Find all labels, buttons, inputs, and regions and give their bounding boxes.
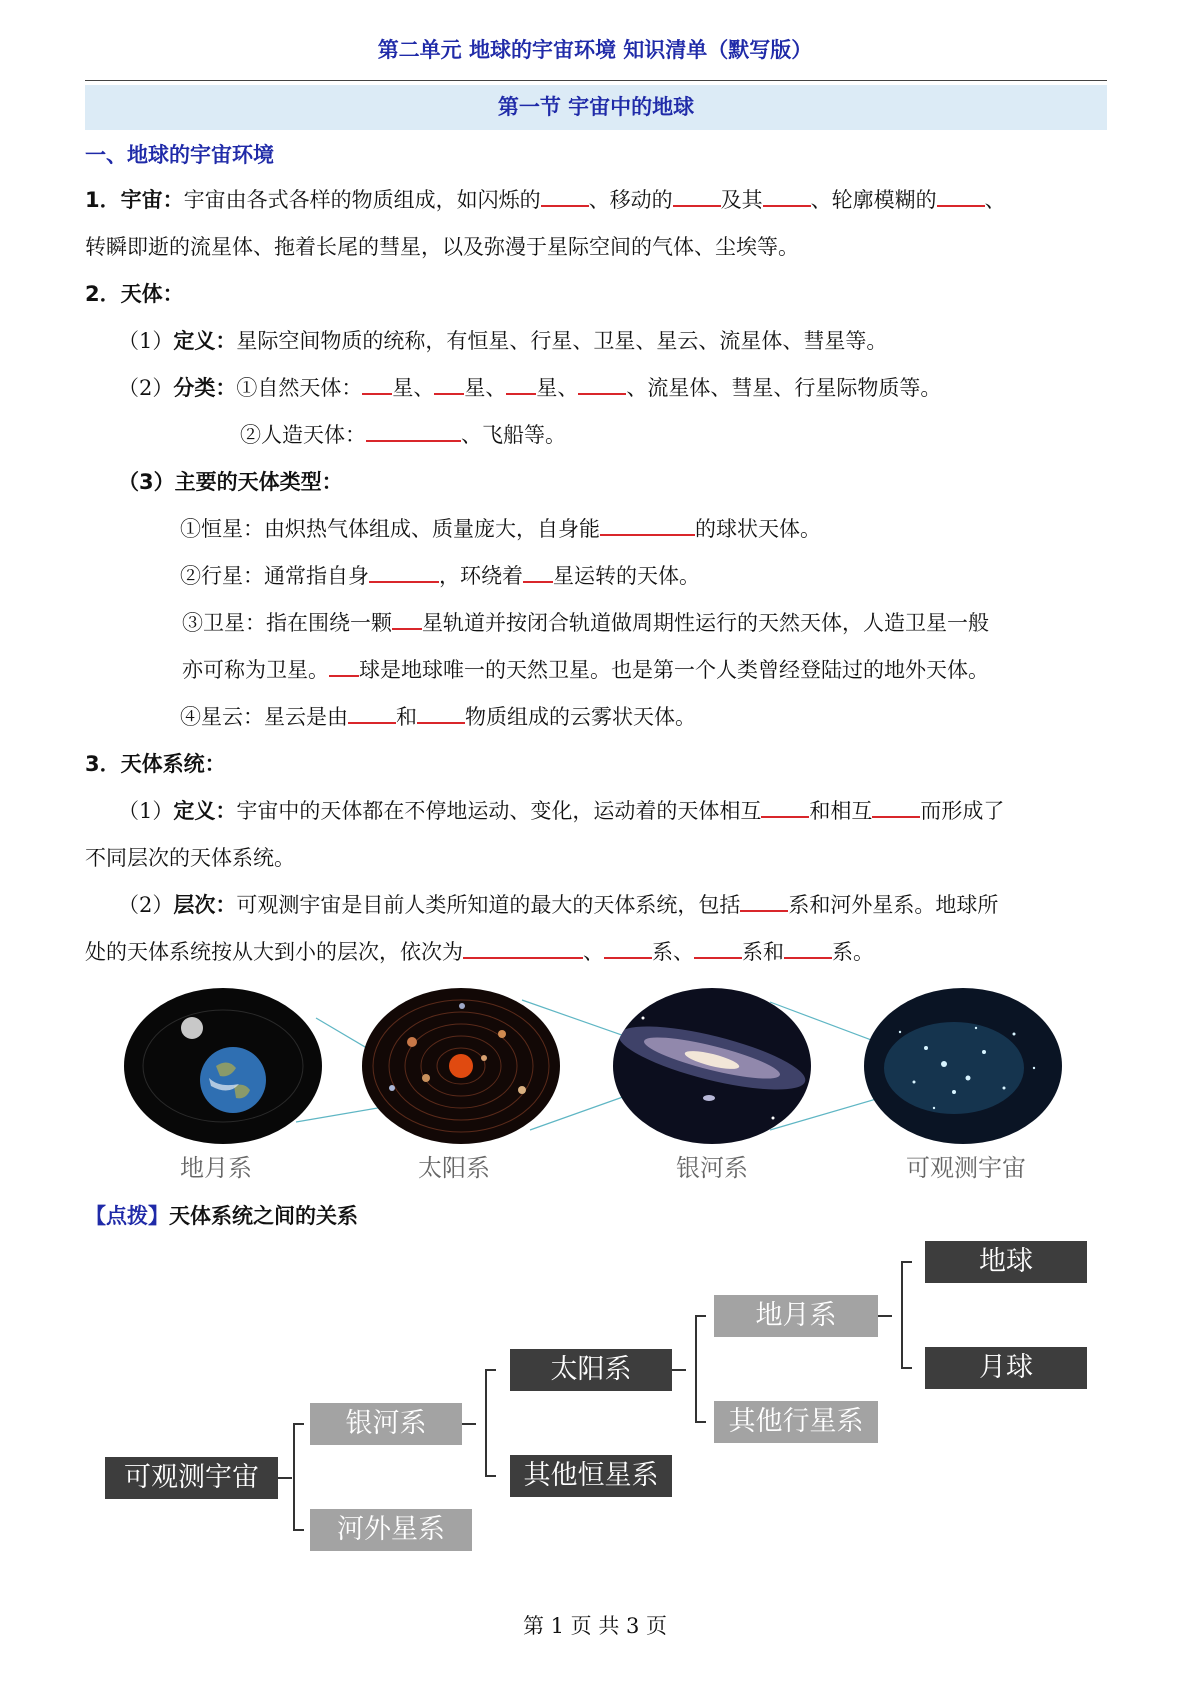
tree-node-solar-system: 太阳系: [510, 1349, 672, 1391]
universe-line-2: 转瞬即逝的流星体、拖着长尾的彗星，以及弥漫于星际空间的气体、尘埃等。: [85, 235, 799, 259]
tree-node-earth: 地球: [925, 1241, 1087, 1283]
systems-levels-2: 处的天体系统按从大到小的层次，依次为 、 系、 系和 系。: [85, 937, 874, 967]
universe-label: 1．宇宙：: [85, 188, 184, 212]
systems-definition-1: （1）定义：宇宙中的天体都在不停地运动、变化，运动着的天体相互 和相互 而形成了: [118, 796, 1004, 826]
celestial-types-label: （3）主要的天体类型：: [118, 470, 343, 494]
celestial-definition: （1）定义：星际空间物质的统称，有恒星、行星、卫星、星云、流星体、彗星等。: [118, 329, 888, 353]
type-satellite-1: ③卫星：指在围绕一颗 星轨道并按闭合轨道做周期性运行的天然天体，人造卫星一般: [182, 608, 989, 638]
tree-node-moon: 月球: [925, 1347, 1087, 1389]
celestial-label: 2．天体：: [85, 282, 184, 306]
systems-definition-2: 不同层次的天体系统。: [85, 846, 295, 870]
caption-earth-moon: 地月系: [180, 1154, 252, 1182]
tree-node-earth-moon: 地月系: [714, 1295, 878, 1337]
universe-line-1: 1．宇宙：宇宙由各式各样的物质组成，如闪烁的 、移动的 及其 、轮廓模糊的 、: [85, 185, 1006, 215]
part-heading: 一、地球的宇宙环境: [85, 143, 274, 167]
page-title: 第二单元 地球的宇宙环境 知识清单（默写版）: [377, 38, 813, 62]
systems-label: 3．天体系统：: [85, 752, 226, 776]
caption-solar: 太阳系: [418, 1154, 490, 1182]
type-planet: ②行星：通常指自身 ，环绕着 星运转的天体。: [180, 561, 700, 591]
caption-galaxy: 银河系: [676, 1154, 748, 1182]
type-nebula: ④星云：星云是由 和 物质组成的云雾状天体。: [180, 702, 696, 732]
tree-node-other-star-systems: 其他恒星系: [510, 1455, 672, 1497]
type-satellite-2: 亦可称为卫星。 球是地球唯一的天然卫星。也是第一个人类曾经登陆过的地外天体。: [182, 655, 989, 685]
caption-observable: 可观测宇宙: [906, 1154, 1026, 1182]
systems-levels-1: （2）层次：可观测宇宙是目前人类所知道的最大的天体系统，包括 系和河外星系。地球所: [118, 890, 998, 920]
tree-node-other-planet-systems: 其他行星系: [714, 1401, 878, 1443]
tree-node-galaxy: 银河系: [310, 1403, 462, 1445]
celestial-classification-natural: （2）分类：①自然天体： 星、 星、 星、 、流星体、彗星、行星际物质等。: [118, 373, 941, 403]
tip-heading: 【点拨】天体系统之间的关系: [85, 1204, 358, 1228]
section-title: 第一节 宇宙中的地球: [85, 85, 1107, 130]
tree-node-extragalactic: 河外星系: [310, 1509, 472, 1551]
type-star: ①恒星：由炽热气体组成、质量庞大，自身能 的球状天体。: [180, 514, 821, 544]
page-footer: 第 1 页 共 3 页: [522, 1614, 668, 1638]
tree-node-observable-universe: 可观测宇宙: [105, 1457, 278, 1499]
celestial-classification-artificial: ②人造天体： 、飞船等。: [240, 420, 566, 450]
